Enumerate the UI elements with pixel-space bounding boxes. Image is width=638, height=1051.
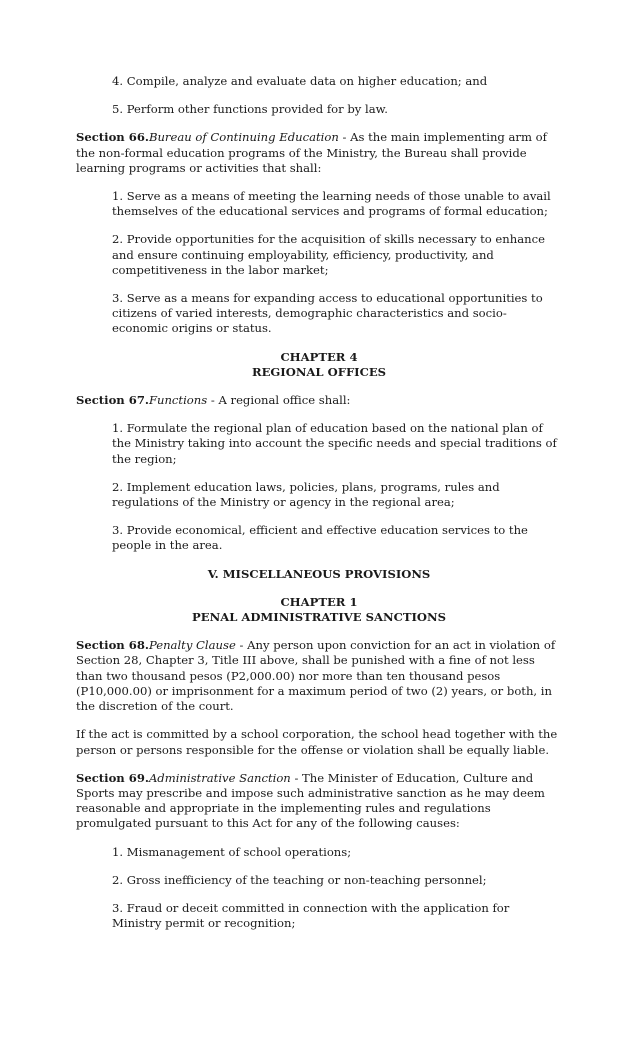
list-item: 3. Fraud or deceit committed in connection with the application for Ministry permit or recognition; — [112, 900, 510, 931]
list-item: 5. Perform other functions provided for by law. — [112, 102, 388, 117]
section-text: - Any person upon conviction for an act in violation of Section 28, Chapter 3, Title III above, shall be punished with a fine of not less than two thousand pesos (P2,000.00) nor more than ten thousand pesos (P10,000.00) or imprisonment for a maximum period of two (2) years, or both, in the discretion of the court. — [76, 638, 556, 714]
list-item: 2. Gross inefficiency of the teaching or non-teaching personnel; — [112, 872, 487, 887]
list-item: 2. Implement education laws, policies, plans, programs, rules and regulations of the Ministry or agency in the regional area; — [112, 479, 500, 510]
part-title: V. MISCELLANEOUS PROVISIONS — [207, 566, 431, 581]
chapter-title: PENAL ADMINISTRATIVE SANCTIONS — [192, 610, 446, 625]
section-title: Functions — [148, 393, 208, 408]
section-text: - The Minister of Education, Culture and Sports may prescribe and impose such administrative sanction as he may deem reasonable and appropriate in the implementing rules and regulations promulgated pursuant to this Act for any of the following causes: — [76, 770, 545, 831]
chapter-heading — [76, 350, 562, 380]
list-item: 3. Provide economical, efficient and effective education services to the people in the area. — [112, 523, 528, 553]
section-title: Bureau of Continuing Education — [148, 130, 339, 145]
body-paragraph: If the act is committed by a school corporation, the school head together with the person or persons responsible for the offense or violation shall be equally liable. — [76, 727, 558, 757]
section-number: Section 69. — [76, 770, 149, 785]
chapter-title: REGIONAL OFFICES — [251, 364, 387, 379]
section-number: Section 67. — [76, 393, 149, 408]
list-item: 1. Mismanagement of school operations; — [112, 844, 352, 859]
chapter-number: CHAPTER 4 — [280, 349, 358, 364]
section-title: Penalty Clause — [148, 638, 236, 653]
part-heading — [76, 567, 562, 582]
list-item: 1. Serve as a means of meeting the learning needs of those unable to avail themselves of the educational services and programs of formal education; — [112, 189, 551, 219]
section-paragraph — [76, 130, 562, 176]
section-text: - A regional office shall: — [207, 393, 351, 408]
section-title: Administrative Sanction — [148, 770, 291, 785]
chapter-heading — [76, 595, 562, 625]
section-number: Section 66. — [76, 130, 149, 145]
list-item: 2. Provide opportunities for the acquisition of skills necessary to enhance and ensure continuing employability, efficiency, productivity, and competitiveness in the labor market; — [112, 232, 545, 277]
section-paragraph — [76, 638, 562, 714]
list-item: 3. Serve as a means for expanding access to educational opportunities to citizens of varied interests, demographic characteristics and socio-economic origins or status. — [112, 291, 543, 336]
list-item: 4. Compile, analyze and evaluate data on higher education; and — [112, 74, 488, 88]
section-paragraph — [76, 771, 562, 832]
list-item: 1. Formulate the regional plan of education based on the national plan of the Ministry taking into account the specific needs and special traditions of the region; — [112, 421, 557, 466]
section-number: Section 68. — [76, 638, 149, 653]
chapter-number: CHAPTER 1 — [280, 594, 358, 609]
section-paragraph — [76, 393, 562, 408]
section-text: - As the main implementing arm of the non-formal education programs of the Ministry, the Bureau shall provide learning programs or activities that shall: — [76, 130, 547, 175]
